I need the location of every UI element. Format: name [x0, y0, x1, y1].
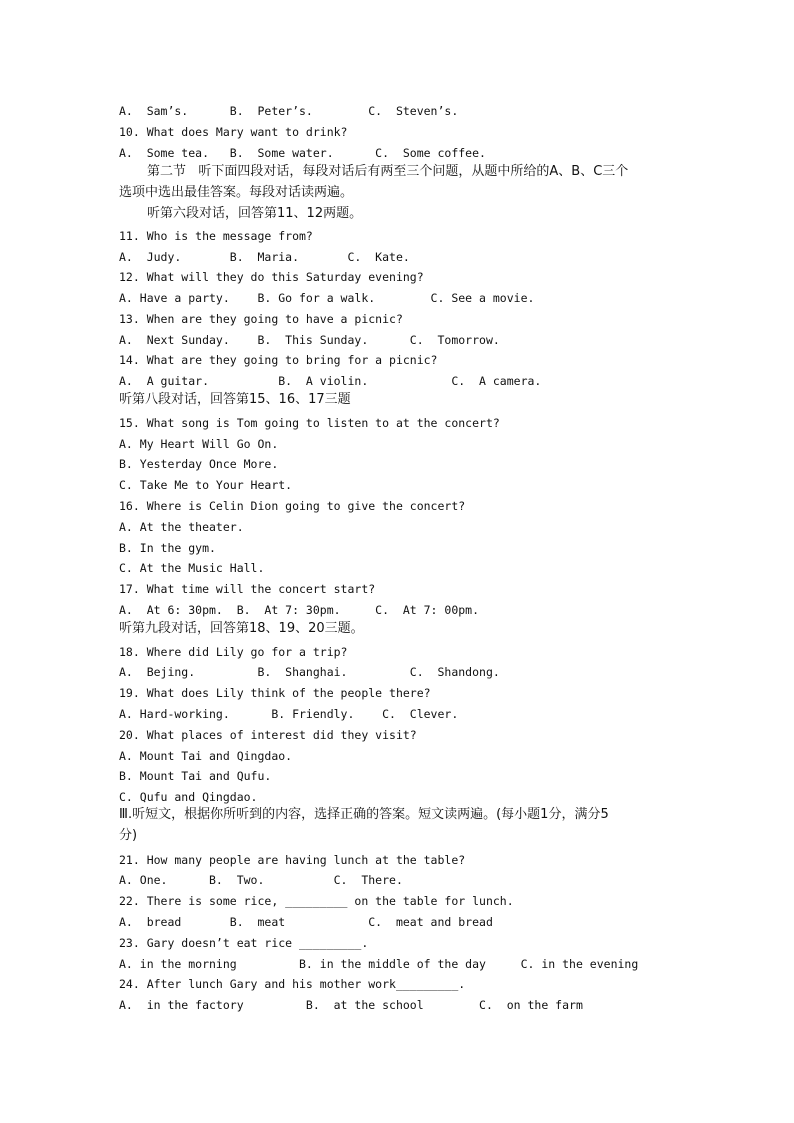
q20-option-c: C. Qufu and Qingdao.	[119, 790, 258, 804]
q22-options: A. bread B. meat C. meat and bread	[119, 915, 493, 929]
q13-question: 13. When are they going to have a picnic?	[119, 312, 403, 326]
q18-options: A. Bejing. B. Shanghai. C. Shandong.	[119, 665, 500, 679]
dialogue9-heading: 听第九段对话，回答第18、19、20三题。	[119, 621, 364, 636]
q18-question: 18. Where did Lily go for a trip?	[119, 645, 348, 659]
q12-options: A. Have a party. B. Go for a walk. C. See a movie.	[119, 291, 535, 305]
q15-option-c: C. Take Me to Your Heart.	[119, 478, 293, 492]
section3-instruction: Ⅲ.听短文，根据你所听到的内容，选择正确的答案。短文读两遍。(每小题1分，满分5	[119, 807, 609, 822]
q19-question: 19. What does Lily think of the people there?	[119, 686, 431, 700]
section2-instruction-cont: 选项中选出最佳答案。每段对话读两遍。	[119, 185, 354, 200]
q21-question: 21. How many people are having lunch at the table?	[119, 853, 466, 867]
q24-options: A. in the factory B. at the school C. on the farm	[119, 998, 583, 1012]
q20-option-a: A. Mount Tai and Qingdao.	[119, 749, 293, 763]
q23-question: 23. Gary doesn’t eat rice _________.	[119, 936, 369, 950]
q13-options: A. Next Sunday. B. This Sunday. C. Tomorrow.	[119, 333, 500, 347]
q15-option-a: A. My Heart Will Go On.	[119, 437, 279, 451]
q14-question: 14. What are they going to bring for a picnic?	[119, 353, 438, 367]
q10-options: A. Some tea. B. Some water. C. Some coffee.	[119, 146, 486, 160]
q24-question: 24. After lunch Gary and his mother work_________.	[119, 977, 466, 991]
q21-options: A. One. B. Two. C. There.	[119, 873, 403, 887]
q16-option-b: B. In the gym.	[119, 541, 216, 555]
q16-question: 16. Where is Celin Dion going to give the concert?	[119, 499, 466, 513]
q9-options: A. Sam’s. B. Peter’s. C. Steven’s.	[119, 104, 459, 118]
q16-option-c: C. At the Music Hall.	[119, 561, 265, 575]
q20-option-b: B. Mount Tai and Qufu.	[119, 769, 272, 783]
dialogue6-heading: 听第六段对话，回答第11、12两题。	[147, 206, 363, 221]
q11-question: 11. Who is the message from?	[119, 229, 313, 243]
dialogue8-heading: 听第八段对话，回答第15、16、17三题	[119, 392, 351, 407]
q11-options: A. Judy. B. Maria. C. Kate.	[119, 250, 410, 264]
q15-option-b: B. Yesterday Once More.	[119, 457, 279, 471]
q22-question: 22. There is some rice, _________ on the table for lunch.	[119, 894, 514, 908]
section3-instruction-cont: 分)	[119, 828, 138, 843]
q17-options: A. At 6: 30pm. B. At 7: 30pm. C. At 7: 00pm.	[119, 603, 480, 617]
section2-instruction: 第二节 听下面四段对话，每段对话后有两至三个问题，从题中所给的A、B、C三个	[147, 164, 629, 179]
q15-question: 15. What song is Tom going to listen to at the concert?	[119, 416, 500, 430]
q17-question: 17. What time will the concert start?	[119, 582, 376, 596]
q14-options: A. A guitar. B. A violin. C. A camera.	[119, 374, 542, 388]
q16-option-a: A. At the theater.	[119, 520, 244, 534]
q23-options: A. in the morning B. in the middle of the day C. in the evening	[119, 957, 639, 971]
q19-options: A. Hard-working. B. Friendly. C. Clever.	[119, 707, 459, 721]
q10-question: 10. What does Mary want to drink?	[119, 125, 348, 139]
q20-question: 20. What places of interest did they visit?	[119, 728, 417, 742]
q12-question: 12. What will they do this Saturday evening?	[119, 270, 424, 284]
